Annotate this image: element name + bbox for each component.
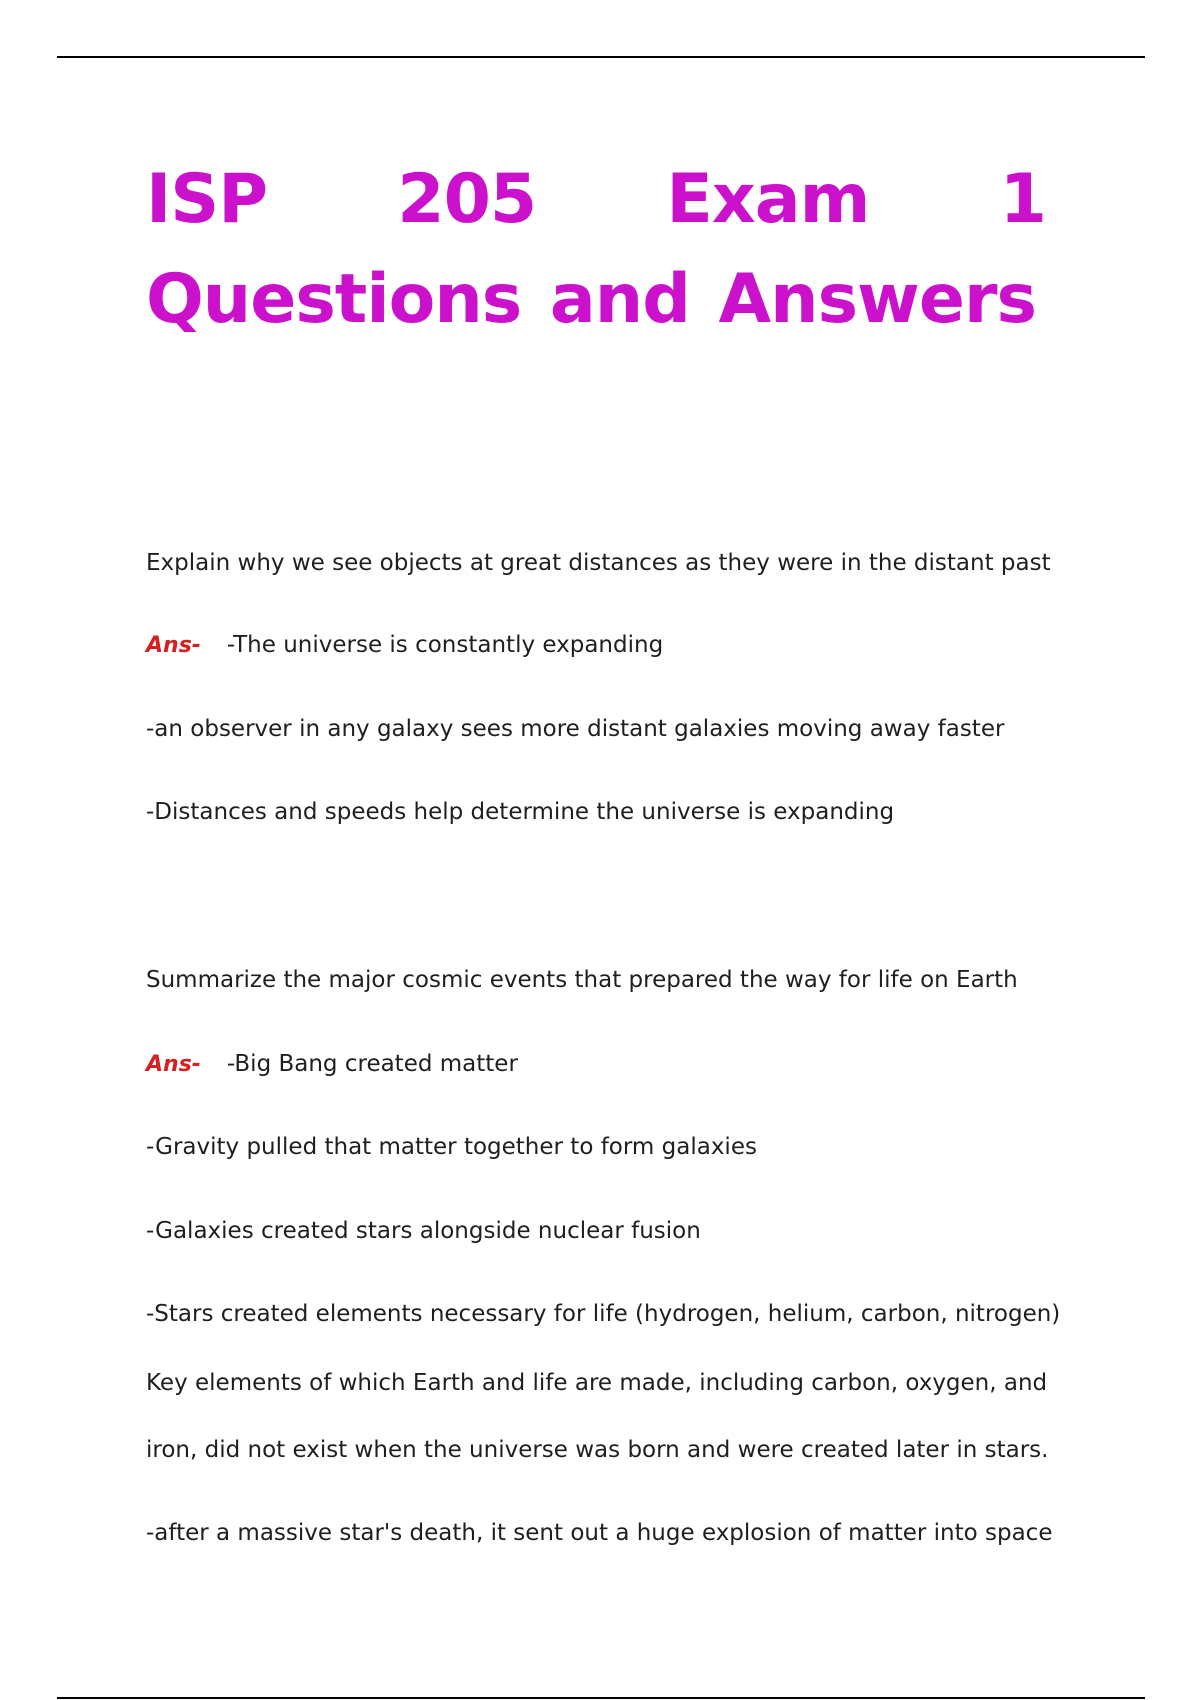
question-2: Summarize the major cosmic events that prepared the way for life on Earth [146,967,1018,993]
question-1: Explain why we see objects at great distances as they were in the distant past [146,550,1051,576]
answer-line: -an observer in any galaxy sees more distant galaxies moving away faster [146,716,1005,742]
answer-label: Ans- [146,633,201,658]
page-title-line-1 [146,150,1046,250]
answer-line: -after a massive star's death, it sent out a huge explosion of matter into space [146,1520,1053,1546]
answer-1-first-line [146,630,663,661]
answer-label: Ans- [146,1052,201,1077]
answer-text: -The universe is constantly expanding [226,632,664,658]
answer-line: iron, did not exist when the universe was born and were created later in stars. [146,1437,1049,1463]
answer-line: -Stars created elements necessary for life (hydrogen, helium, carbon, nitrogen) [146,1301,1061,1327]
title-word: 1 [999,160,1046,239]
page-title-line-2: Questions and Answers [146,260,1037,339]
title-word: Exam [666,160,870,239]
answer-line: -Distances and speeds help determine the universe is expanding [146,799,895,825]
answer-line: Key elements of which Earth and life are made, including carbon, oxygen, and [146,1370,1048,1396]
answer-line: -Gravity pulled that matter together to form galaxies [146,1134,757,1160]
title-word: ISP [146,160,268,239]
top-rule [57,56,1145,58]
answer-line: -Galaxies created stars alongside nuclear fusion [146,1218,701,1244]
bottom-rule [57,1697,1145,1699]
answer-text: -Big Bang created matter [226,1051,518,1077]
answer-2-first-line [146,1049,518,1080]
title-word: 205 [397,160,537,239]
